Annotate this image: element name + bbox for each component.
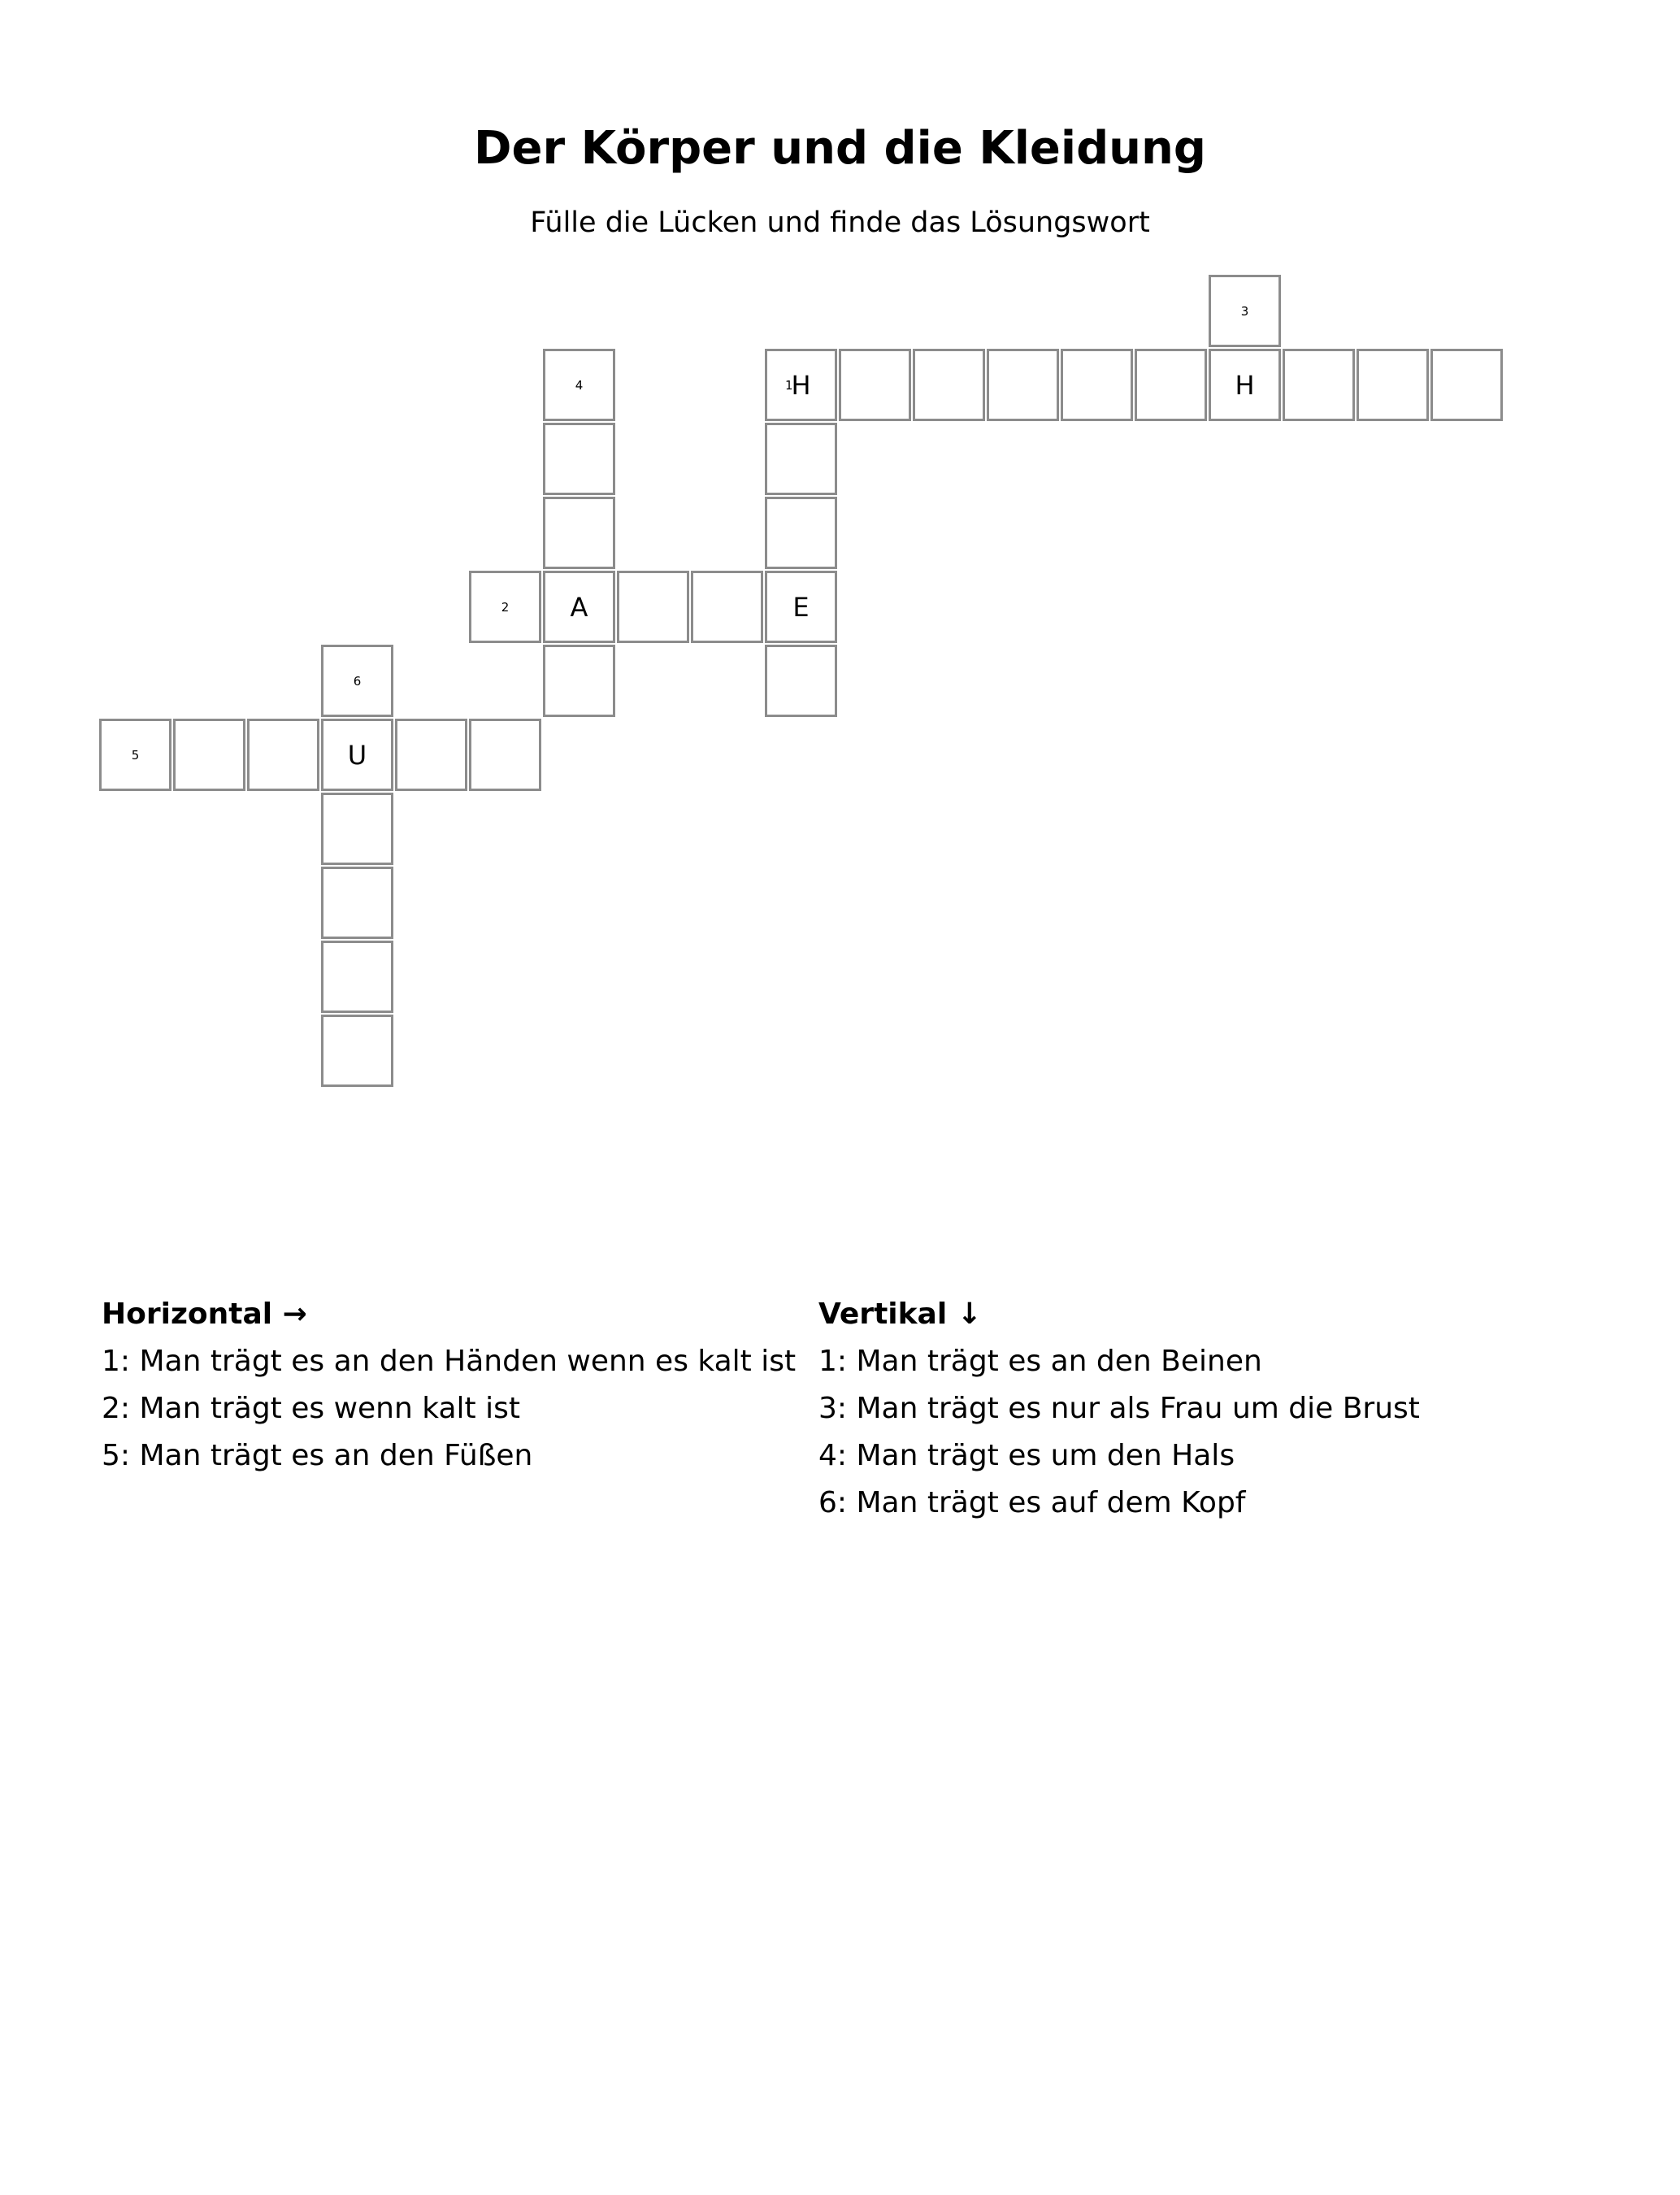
crossword-cell[interactable] <box>321 941 393 1013</box>
crossword-cell[interactable] <box>469 571 541 643</box>
crossword-cell[interactable] <box>765 423 837 495</box>
crossword-cell[interactable] <box>321 1015 393 1087</box>
clue-number: 2 <box>501 599 510 615</box>
cell-letter: H <box>791 369 811 401</box>
clue-number: 1 <box>785 377 793 393</box>
clue-number: 3 <box>1240 303 1249 319</box>
crossword-cell[interactable] <box>617 571 689 643</box>
crossword-cell[interactable] <box>321 793 393 865</box>
crossword-cell[interactable] <box>395 719 467 791</box>
crossword-cell[interactable] <box>543 497 615 569</box>
instructions: Fülle die Lücken und finde das Lösungswort <box>530 206 1150 239</box>
cell-letter: A <box>570 591 588 623</box>
clue-item: 3: Man trägt es nur als Frau um die Brust <box>818 1392 1420 1425</box>
crossword-cell[interactable] <box>765 645 837 717</box>
crossword-cell[interactable] <box>173 719 245 791</box>
crossword-cell[interactable] <box>321 645 393 717</box>
clues-horizontal-heading: Horizontal → <box>102 1297 307 1331</box>
clue-number: 4 <box>575 377 584 393</box>
crossword-cell[interactable] <box>1209 275 1281 347</box>
clue-item: 1: Man trägt es an den Händen wenn es kalt ist <box>102 1345 797 1378</box>
crossword-cell[interactable] <box>543 645 615 717</box>
crossword-cell[interactable] <box>543 349 615 421</box>
crossword-cell[interactable] <box>765 349 837 421</box>
cell-letter: E <box>792 591 810 623</box>
clue-item: 2: Man trägt es wenn kalt ist <box>102 1392 520 1425</box>
cell-letter: U <box>347 739 367 771</box>
crossword-cell[interactable] <box>99 719 171 791</box>
crossword-cell[interactable] <box>1283 349 1355 421</box>
crossword-cell[interactable] <box>913 349 985 421</box>
clue-item: 4: Man trägt es um den Hals <box>818 1439 1235 1472</box>
crossword-cell[interactable] <box>1135 349 1207 421</box>
crossword-cell[interactable] <box>247 719 319 791</box>
clues-horizontal <box>102 1291 801 1480</box>
crossword-cell[interactable] <box>321 719 393 791</box>
clue-number: 6 <box>353 673 362 689</box>
cell-letter: H <box>1235 369 1255 401</box>
crossword-cell[interactable] <box>987 349 1059 421</box>
crossword-cell[interactable] <box>765 571 837 643</box>
clue-item: 1: Man trägt es an den Beinen <box>818 1345 1262 1378</box>
crossword-cell[interactable] <box>543 423 615 495</box>
clue-number: 5 <box>131 747 140 763</box>
crossword-cell[interactable] <box>321 867 393 939</box>
crossword-cell[interactable] <box>469 719 541 791</box>
crossword-cell[interactable] <box>1061 349 1133 421</box>
crossword-cell[interactable] <box>1430 349 1503 421</box>
crossword-cell[interactable] <box>765 497 837 569</box>
crossword-cell[interactable] <box>839 349 911 421</box>
crossword-cell[interactable] <box>543 571 615 643</box>
crossword-cell[interactable] <box>691 571 763 643</box>
crossword-cell[interactable] <box>1357 349 1429 421</box>
clue-item: 5: Man trägt es an den Füßen <box>102 1439 533 1472</box>
clue-item: 6: Man trägt es auf dem Kopf <box>818 1486 1246 1519</box>
clues-vertical <box>818 1291 1631 1527</box>
clues-vertical-heading: Vertikal ↓ <box>818 1297 982 1331</box>
crossword-cell[interactable] <box>1209 349 1281 421</box>
page-title: Der Körper und die Kleidung <box>473 122 1206 175</box>
